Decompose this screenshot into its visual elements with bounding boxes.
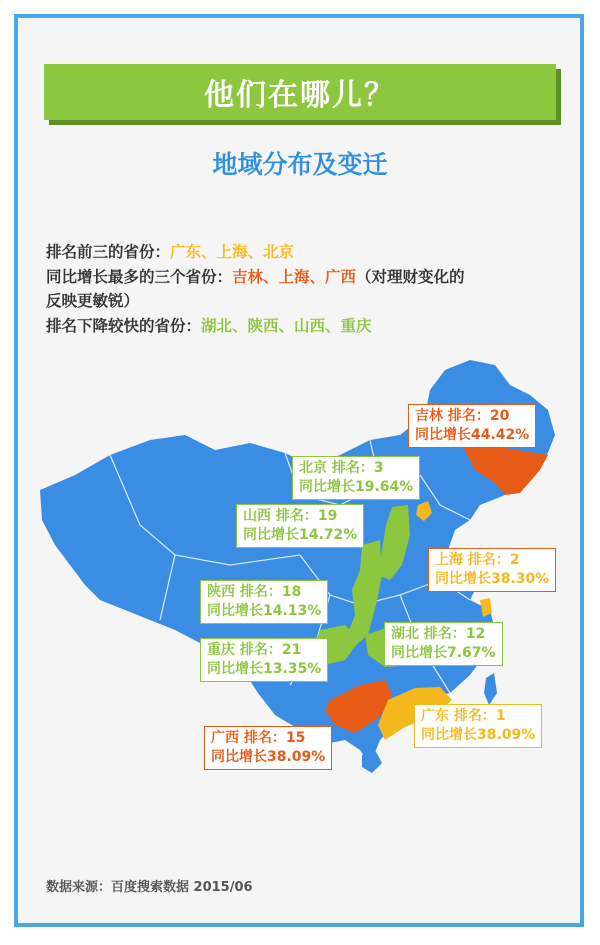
label-shanghai [428,548,556,592]
label-chongqing-rank: 排名：21 [239,642,302,658]
label-shaanxi-rank: 排名：18 [239,584,302,600]
label-hubei-name: 湖北 [391,626,419,642]
data-source: 数据来源：百度搜索数据 2015/06 [46,880,253,895]
label-chongqing-growth: 同比增长13.35% [207,661,322,677]
label-hubei-rank: 排名：12 [423,626,486,642]
summary-growth-note-a: （对理财变化的 [356,268,465,286]
summary-decline-label: 排名下降较快的省份： [46,317,202,335]
label-beijing [292,456,420,500]
label-guangxi-name: 广西 [211,730,239,746]
label-shanxi-name: 山西 [243,508,271,524]
label-shanghai-name: 上海 [435,552,463,568]
label-shaanxi-growth: 同比增长14.13% [207,603,322,619]
summary-growth [46,265,465,289]
title-banner [44,64,556,120]
label-hubei-growth: 同比增长7.67% [391,645,496,661]
label-jilin-rank: 排名：20 [447,408,510,424]
label-guangxi-rank: 排名：15 [243,730,306,746]
label-guangdong-growth: 同比增长38.09% [421,727,536,743]
summary-growth-label: 同比增长最多的三个省份： [46,268,233,286]
label-jilin [408,404,536,448]
label-shanxi [236,504,364,548]
label-shanghai-growth: 同比增长38.30% [435,571,550,587]
summary-growth-note-b: 反映更敏锐） [46,292,140,310]
label-shanxi-growth: 同比增长14.72% [243,527,358,543]
label-shaanxi [200,580,328,624]
label-jilin-growth: 同比增长44.42% [415,427,530,443]
page-title: 他们在哪儿？ [204,78,396,113]
label-guangdong [414,704,542,748]
summary-decline [46,314,372,338]
label-beijing-growth: 同比增长19.64% [299,479,414,495]
label-beijing-rank: 排名：3 [331,460,384,476]
label-guangxi-growth: 同比增长38.09% [211,749,326,765]
page-subtitle: 地域分布及变迁 [212,150,388,179]
summary-top3-label: 排名前三的省份： [46,243,171,261]
label-beijing-name: 北京 [299,460,327,476]
label-chongqing-name: 重庆 [207,642,235,658]
label-hubei [384,622,503,666]
label-guangdong-name: 广东 [421,708,449,724]
summary-decline-value: 湖北、陕西、山西、重庆 [201,317,372,335]
label-jilin-name: 吉林 [415,408,443,424]
summary-growth-note [46,289,139,313]
label-shaanxi-name: 陕西 [207,584,235,600]
label-guangdong-rank: 排名：1 [453,708,506,724]
label-guangxi [204,726,332,770]
summary-top3-value: 广东、上海、北京 [170,243,295,261]
label-chongqing [200,638,328,682]
summary-top3 [46,240,294,264]
map-taiwan [484,673,497,705]
summary-growth-value: 吉林、上海、广西 [232,268,357,286]
label-shanghai-rank: 排名：2 [467,552,520,568]
label-shanxi-rank: 排名：19 [275,508,338,524]
